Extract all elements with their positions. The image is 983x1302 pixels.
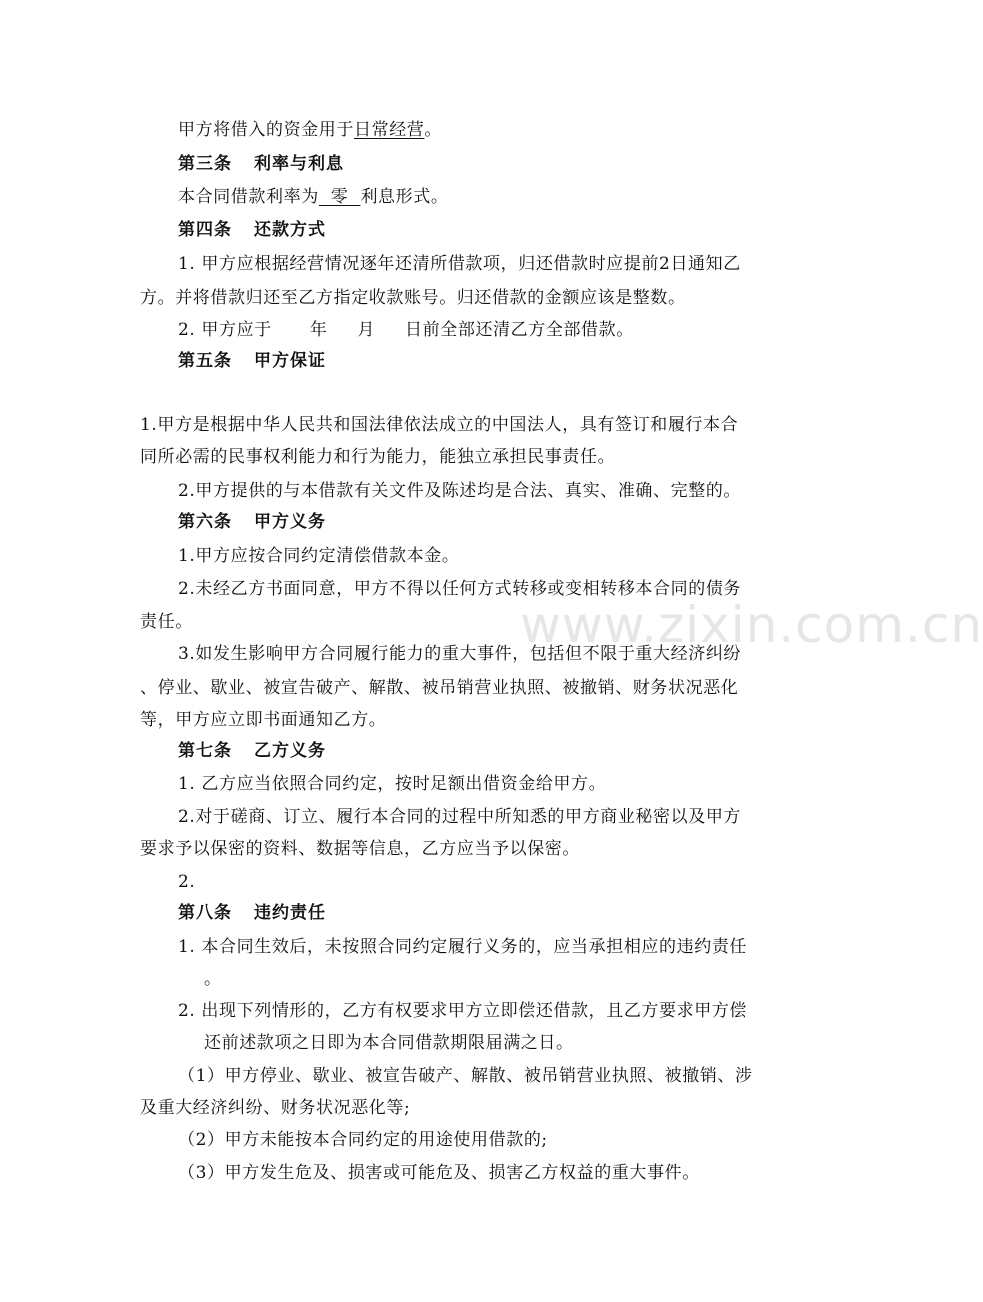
rate-text: 零 bbox=[330, 187, 349, 207]
article-7-item-3: 2. bbox=[178, 872, 196, 892]
article-4-name: 还款方式 bbox=[254, 220, 326, 240]
rate-prefix: 本合同借款利率为 bbox=[178, 187, 319, 207]
purpose-paragraph bbox=[178, 119, 818, 141]
article-5-heading bbox=[178, 350, 818, 372]
rate-suffix: 利息形式。 bbox=[360, 187, 449, 207]
article-6-item-3-line-2: 、停业、歇业、被宣告破产、解散、被吊销营业执照、被撤销、财务状况恶化 bbox=[140, 678, 739, 698]
article-6-item-3-line-3: 等，甲方应立即书面通知乙方。 bbox=[140, 710, 387, 730]
article-8-item-1-line-2: 。 bbox=[204, 969, 222, 989]
article-6-item-1: 1.甲方应按合同约定清偿借款本金。 bbox=[178, 546, 460, 566]
article-7-item-1: 1. 乙方应当依照合同约定，按时足额出借资金给甲方。 bbox=[178, 774, 607, 794]
article-6-item-3-line-1: 3.如发生影响甲方合同履行能力的重大事件，包括但不限于重大经济纠纷 bbox=[178, 644, 742, 664]
article-6-heading bbox=[178, 511, 818, 533]
article-7-name: 乙方义务 bbox=[254, 741, 326, 761]
article-4-heading bbox=[178, 219, 818, 241]
article-8-number: 第八条 bbox=[178, 903, 232, 923]
article-6-name: 甲方义务 bbox=[254, 512, 326, 532]
due-date-suffix: 日前全部还清乙方全部借款。 bbox=[405, 320, 634, 340]
article-8-item-2-line-1: 2. 出现下列情形的，乙方有权要求甲方立即偿还借款，且乙方要求甲方偿 bbox=[178, 1001, 748, 1021]
article-8-item-2-line-2: 还前述款项之日即为本合同借款期限届满之日。 bbox=[204, 1033, 574, 1053]
article-5-name: 甲方保证 bbox=[254, 351, 326, 371]
purpose-value: 日常经营 bbox=[354, 120, 425, 140]
article-7-item-2-line-1: 2.对于磋商、订立、履行本合同的过程中所知悉的甲方商业秘密以及甲方 bbox=[178, 807, 742, 827]
due-date-prefix: 2. 甲方应于 bbox=[178, 320, 272, 340]
purpose-suffix: 。 bbox=[424, 120, 443, 140]
article-8-clause-3: （3）甲方发生危及、损害或可能危及、损害乙方权益的重大事件。 bbox=[178, 1163, 700, 1183]
article-8-name: 违约责任 bbox=[254, 903, 326, 923]
article-8-item-1-line-1: 1. 本合同生效后，未按照合同约定履行义务的，应当承担相应的违约责任 bbox=[178, 937, 748, 957]
article-5-item-1-line-1: 1.甲方是根据中华人民共和国法律依法成立的中国法人，具有签订和履行本合 bbox=[140, 415, 739, 435]
rate-value bbox=[319, 187, 361, 207]
article-6-item-2-line-2: 责任。 bbox=[140, 612, 193, 632]
article-3-paragraph bbox=[178, 186, 818, 208]
article-5-item-2: 2.甲方提供的与本借款有关文件及陈述均是合法、真实、准确、完整的。 bbox=[178, 481, 742, 501]
article-7-number: 第七条 bbox=[178, 741, 232, 761]
article-7-heading bbox=[178, 740, 818, 762]
watermark: www.zixin.com.cn bbox=[520, 596, 983, 654]
article-8-clause-1-line-1: （1）甲方停业、歇业、被宣告破产、解散、被吊销营业执照、被撤销、涉 bbox=[178, 1066, 753, 1086]
article-4-item-1-line-1: 1. 甲方应根据经营情况逐年还清所借款项，归还借款时应提前2日通知乙 bbox=[178, 254, 741, 274]
article-8-heading bbox=[178, 902, 818, 924]
article-5-number: 第五条 bbox=[178, 351, 232, 371]
article-4-item-2 bbox=[178, 319, 818, 341]
article-5-item-1-line-2: 同所必需的民事权利能力和行为能力，能独立承担民事责任。 bbox=[140, 447, 616, 467]
due-date-month-label: 月 bbox=[357, 320, 376, 340]
article-8-clause-2: （2）甲方未能按本合同约定的用途使用借款的; bbox=[178, 1130, 548, 1150]
article-3-name: 利率与利息 bbox=[254, 154, 344, 174]
article-3-number: 第三条 bbox=[178, 154, 232, 174]
article-6-number: 第六条 bbox=[178, 512, 232, 532]
article-6-item-2-line-1: 2.未经乙方书面同意，甲方不得以任何方式转移或变相转移本合同的债务 bbox=[178, 579, 742, 599]
purpose-prefix: 甲方将借入的资金用于 bbox=[178, 120, 354, 140]
article-8-clause-1-line-2: 及重大经济纠纷、财务状况恶化等; bbox=[140, 1098, 411, 1118]
due-date-year-label: 年 bbox=[309, 320, 328, 340]
article-4-item-1-line-2: 方。并将借款归还至乙方指定收款账号。归还借款的金额应该是整数。 bbox=[140, 288, 686, 308]
article-4-number: 第四条 bbox=[178, 220, 232, 240]
article-3-heading bbox=[178, 153, 818, 175]
article-7-item-2-line-2: 要求予以保密的资料、数据等信息，乙方应当予以保密。 bbox=[140, 839, 580, 859]
